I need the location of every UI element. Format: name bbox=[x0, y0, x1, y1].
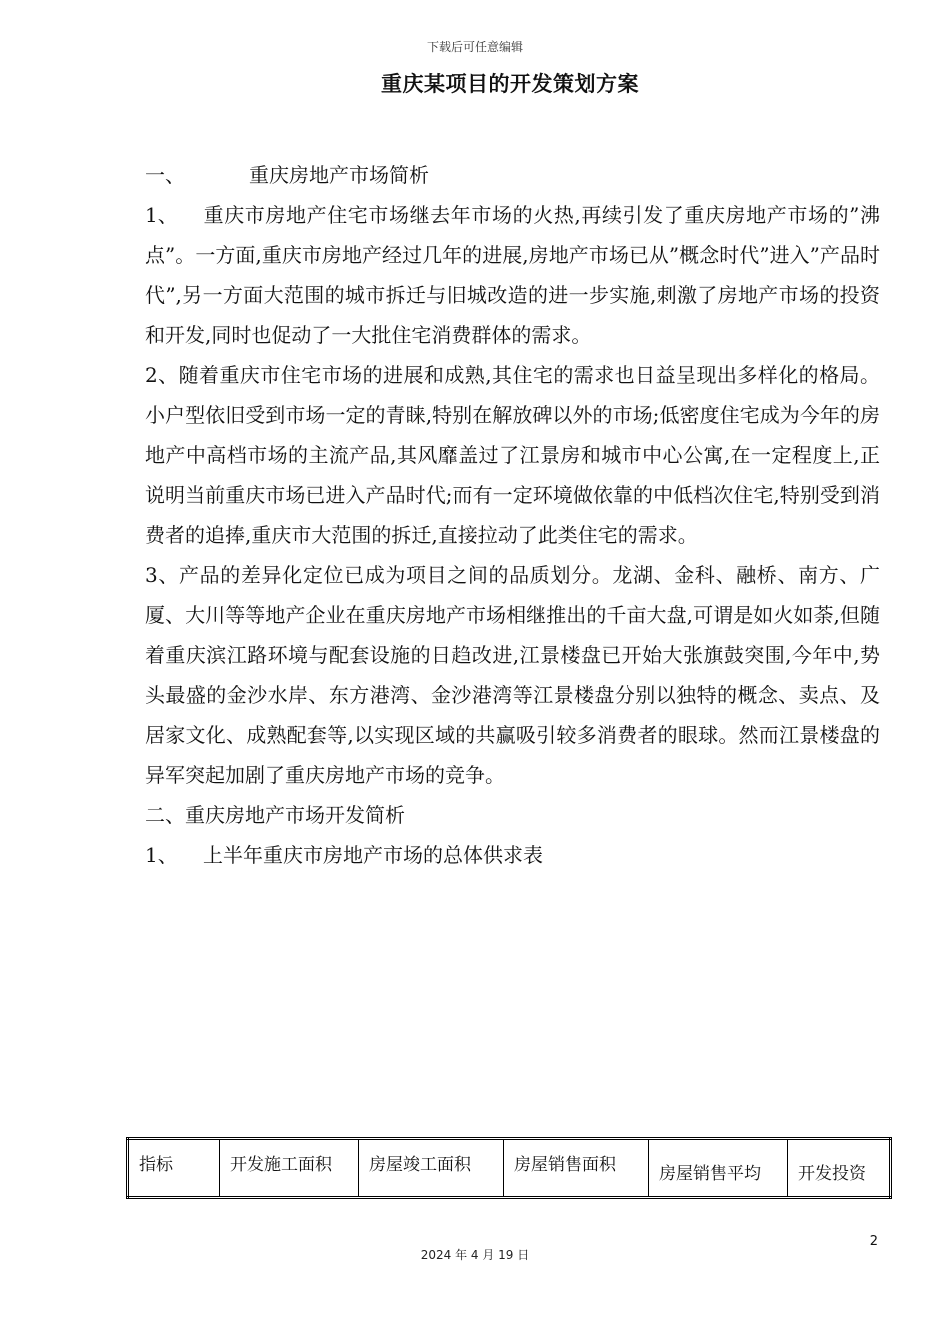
document-title: 重庆某项目的开发策划方案 bbox=[381, 71, 639, 96]
table-header-row bbox=[128, 1139, 891, 1198]
table-header-cell: 开发施工面积 bbox=[220, 1139, 359, 1198]
table-header-cell: 指标 bbox=[128, 1139, 220, 1198]
table-header-cell: 房屋竣工面积 bbox=[359, 1139, 504, 1198]
page-footer-date: 2024 年 4 月 19 日 bbox=[420, 1248, 530, 1262]
supply-demand-table bbox=[126, 1137, 892, 1199]
paragraph-1-number: 1、 bbox=[145, 203, 178, 227]
paragraph-4 bbox=[145, 835, 880, 875]
section-one-title: 重庆房地产市场简析 bbox=[249, 163, 429, 187]
table-header-cell: 房屋销售面积 bbox=[504, 1139, 649, 1198]
page-header-note: 下载后可任意编辑 bbox=[426, 40, 523, 54]
paragraph-3: 3、产品的差异化定位已成为项目之间的品质划分。龙湖、金科、融桥、南方、广厦、大川等等地产企业在重庆房地产市场相继推出的千亩大盘,可谓是如火如荼,但随着重庆滨江路环境与配套设施的日趋改进,江景楼盘已开始大张旗鼓突围,今年中,势头最盛的金沙水岸、东方港湾、金沙港湾等江景楼盘分别以独特的概念、卖点、及居家文化、成熟配套等,以实现区域的共赢吸引较多消费者的眼球。然而江景楼盘的异军突起加剧了重庆房地产市场的竞争。 bbox=[145, 563, 880, 787]
section-one-number: 一、 bbox=[145, 163, 185, 187]
paragraph-4-number: 1、 bbox=[145, 843, 178, 867]
page-number: 2 bbox=[869, 1234, 878, 1249]
paragraph-2: 2、随着重庆市住宅市场的进展和成熟,其住宅的需求也日益呈现出多样化的格局。小户型依旧受到市场一定的青睐,特别在解放碑以外的市场;低密度住宅成为今年的房地产中高档市场的主流产品,其风靡盖过了江景房和城市中心公寓,在一定程度上,正说明当前重庆市场已进入产品时代;而有一定环境做依靠的中低档次住宅,特别受到消费者的追捧,重庆市大范围的拆迁,直接拉动了此类住宅的需求。 bbox=[145, 363, 880, 547]
section-two-heading: 二、重庆房地产市场开发简析 bbox=[145, 803, 405, 827]
paragraph-1-text: 重庆市房地产住宅市场继去年市场的火热,再续引发了重庆房地产市场的”沸点”。一方面,重庆市房地产经过几年的进展,房地产市场已从”概念时代”进入”产品时代”,另一方面大范围的城市拆迁与旧城改造的进一步实施,刺激了房地产市场的投资和开发,同时也促动了一大批住宅消费群体的需求。 bbox=[145, 203, 880, 347]
table-header-cell: 开发投资 bbox=[788, 1139, 891, 1198]
paragraph-1 bbox=[145, 195, 880, 355]
section-one-heading bbox=[145, 155, 880, 195]
table-header-cell: 房屋销售平均 bbox=[649, 1139, 788, 1198]
document-body bbox=[145, 155, 880, 875]
paragraph-4-text: 上半年重庆市房地产市场的总体供求表 bbox=[203, 843, 543, 867]
